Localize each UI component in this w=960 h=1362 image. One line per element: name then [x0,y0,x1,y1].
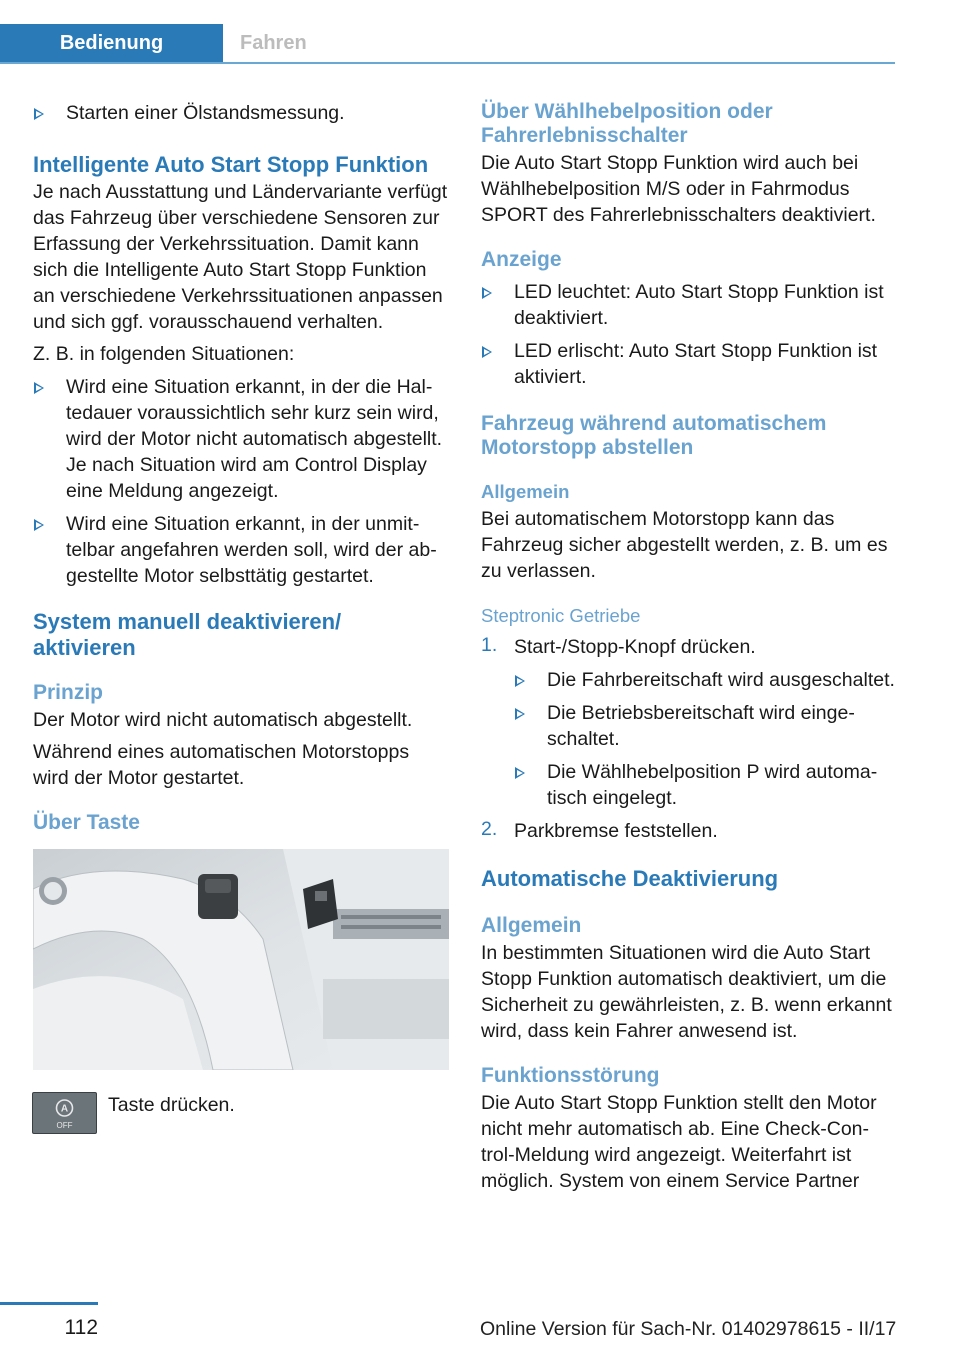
list-item [481,279,895,331]
list-item-text: LED erlischt: Auto Start Stopp Funktion ist aktiviert. [514,340,878,388]
list-item-text: Die Wählhebelposition P wird automatisch eingelegt. [547,761,878,809]
header-divider [0,62,895,64]
right-column [481,100,895,1194]
paragraph-intelligent: Je nach Ausstattung und Ländervariante verfügt das Fahrzeug über verschiedene Sensoren zur Erfassung der Verkehrssituation. Damit kann sich die Intelligente Auto Start Stopp Funktion an verschiedene Verkehrssituationen anpassen und sich ggf. vorausschauend verhalten. [33,181,448,333]
list-item-text: Starten einer Ölstandsmessung. [66,102,345,124]
section-heading-automatische-deaktivierung: Automatische Deaktivierung [481,866,779,891]
list-item-text: Die Fahrbereitschaft wird ausgeschaltet. [547,669,895,691]
list-item-text: Die Betriebsbereitschaft wird eingeschaltet. [547,702,855,750]
paragraph-allgemein-1: Bei automatischem Motorstopp kann das Fahrzeug sicher abgestellt werden, z. B. um es zu verlassen. [481,508,888,582]
page-number: 112 [64,1316,98,1339]
paragraph-prinzip-2: Während eines automatischen Motorstopps wird der Motor gestartet. [33,741,410,789]
cockpit-photo [33,849,449,1070]
list-item [33,511,449,589]
tab-bedienung[interactable]: Bedienung [0,24,223,62]
list-number: 1. [481,634,498,656]
subheading-abstellen: Fahrzeug während automatischem Motorstopp abstellen [481,412,827,459]
list-item-text: Wird eine Situation erkannt, in der unmittelbar angefahren werden soll, wird der abgestellte Motor selbsttätig gestartet. [66,513,437,587]
list-item-text: Parkbremse feststellen. [514,820,718,842]
steering-wheel-illustration [33,849,449,1070]
bullet-triangle-icon [515,708,525,720]
bullet-triangle-icon [34,108,44,120]
bullet-triangle-icon [482,287,492,299]
section-heading-intelligent: Intelligente Auto Start Stopp Funktion [33,152,429,177]
subheading-allgemein-2: Allgemein [481,914,582,937]
paragraph-waehlhebel: Die Auto Start Stopp Funktion wird auch bei Wählhebelposition M/S oder in Fahrmodus SPORT des Fahrerlebnisschalters deaktiviert. [481,152,876,226]
list-item [33,374,449,504]
paragraph-prinzip-1: Der Motor wird nicht automatisch abgestellt. [33,709,413,731]
list-item-text: LED leuchtet: Auto Start Stopp Funktion ist deaktiviert. [514,281,884,329]
list-item [33,100,449,126]
chapter-header [0,24,895,64]
list-item [481,818,895,844]
svg-text:A: A [60,1103,69,1115]
subheading-steptronic: Steptronic Getriebe [481,605,641,626]
paragraph-examples: Z. B. in folgenden Situationen: [33,343,295,365]
section-heading-manuell: System manuell deaktivieren/ aktivieren [33,609,342,660]
paragraph-funktionsstoerung: Die Auto Start Stopp Funktion stellt den Motor nicht mehr automatisch ab. Eine Check-Control-Meldung wird angezeigt. Weiterfahrt ist möglich. System von einem Service Partner [481,1092,877,1192]
subheading-allgemein-1: Allgemein [481,481,570,502]
auto-start-stop-button-icon [32,1092,97,1134]
list-item [481,338,895,390]
online-version-note: Online Version für Sach-Nr. 01402978615 - II/17 [480,1318,897,1340]
caption-taste: Taste drücken. [108,1094,235,1116]
list-item-text: Wird eine Situation erkannt, in der die Haltedauer voraussichtlich sehr kurz sein wird, wird der Motor nicht automatisch abgestellt. Je nach Situation wird am Control Display eine Meldung angezeigt. [66,376,443,502]
list-item-text: Start-/Stopp-Knopf drücken. [514,636,756,658]
bullet-triangle-icon [515,767,525,779]
subheading-funktionsstoerung: Funktionsstörung [481,1064,660,1087]
list-number: 2. [481,818,498,840]
bullet-triangle-icon [482,346,492,358]
subheading-taste: Über Taste [33,811,140,834]
subheading-prinzip: Prinzip [33,681,104,704]
list-item [481,634,895,660]
subheading-waehlhebel: Über Wählhebelposition oder Fahrerlebnisschalter [481,100,773,147]
bullet-triangle-icon [34,519,44,531]
tab-fahren[interactable]: Fahren [240,32,307,54]
footer-divider [0,1302,98,1305]
list-item [514,667,895,693]
list-item [514,759,895,811]
subheading-anzeige: Anzeige [481,248,562,271]
list-item [514,700,895,752]
button-off-label: OFF [56,1121,73,1130]
bullet-triangle-icon [34,382,44,394]
left-column [33,100,449,1136]
button-caption-row [33,1092,449,1136]
paragraph-allgemein-2: In bestimmten Situationen wird die Auto Start Stopp Funktion automatisch deaktiviert, um die Sicherheit zu gewährleisten, z. B. wenn erkannt wird, dass kein Fahrer anwesend ist. [481,942,892,1042]
bullet-triangle-icon [515,675,525,687]
